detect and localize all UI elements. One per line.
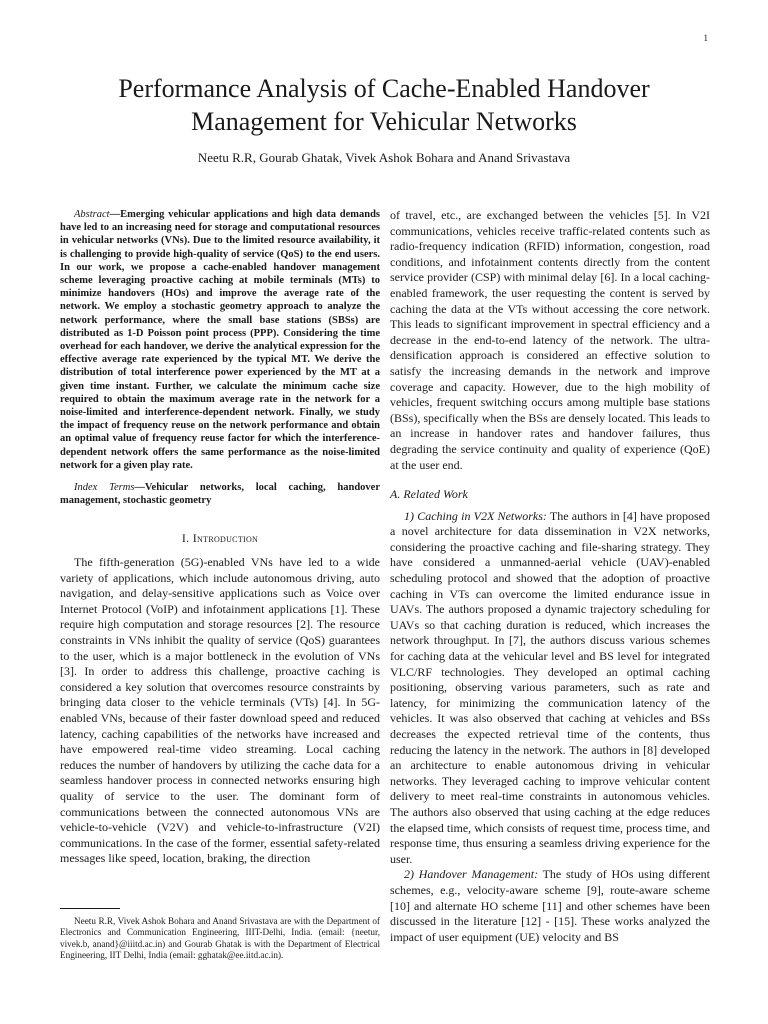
title-line-2: Management for Vehicular Networks (191, 107, 577, 136)
affiliation-footnote: Neetu R.R, Vivek Ashok Bohara and Anand Srivastava are with the Department of Electronics and Communication Engineering, IIIT-Delhi, India. (email: {neetur, vivek.b, anand}@iiitd.ac.in) and Gourab Ghatak is with the Department of Electrical Engineering, IIT Delhi, India (email: gghatak@ee.iitd.ac.in). (60, 916, 380, 960)
paper-title (40, 72, 728, 138)
abstract (60, 208, 380, 472)
intro-heading: I. Introduction (181, 531, 259, 546)
right-column (390, 208, 710, 945)
title-line-1: Performance Analysis of Cache-Enabled Handover (118, 74, 650, 103)
left-column (60, 208, 380, 867)
index-terms-lead: Index Terms (74, 482, 135, 494)
footnote-rule (60, 908, 120, 909)
caching-heading: 1) Caching in V2X Networks: (404, 508, 547, 523)
page-number: 1 (703, 33, 708, 43)
caching-text: The authors in [4] have proposed a novel architecture for data dissemination in V2X networks, considering the proactive caching and file-sharing strategy. They have considered a unmanned-aerial vehicle (UAV)-enabled scheduling protocol and showed that the adoption of proactive caching in VTs can overcome the limited endurance issue in UAVs. The authors proposed a dynamic trajectory scheduling for UAVs so that caching duration is reduced, which increases the network throughput. In [7], the authors discuss various schemes for caching data at the vehicular level and BS level for integrated VLC/RF technologies. They developed an optimal caching positioning, observing various parameters, such as rate and latency, for minimizing the communication latency of the vehicles. It was also observed that caching at vehicles and BSs decreases the expected retrieval time of the contents, thus reducing the latency in the network. The authors in [8] developed an architecture to enable autonomous driving in vehicular networks. They leveraged caching to improve vehicular content delivery to meet real-time constraints in autonomous vehicles. The authors also observed that using caching at the edge reduces the elapsed time, which consists of request time, process time, and response time, thus ensuring a seamless driving experience for the user. (390, 508, 710, 866)
related-work-heading: A. Related Work (390, 487, 468, 502)
intro-paragraph: The fifth-generation (5G)-enabled VNs have led to a wide variety of applications, which include autonomous driving, auto navigation, and delay-sensitive applications such as Voice over Internet Protocol (VoIP) and infotainment applications [1]. These require high computation and storage resources [2]. The resource constraints in VNs inhibit the quality of service (QoS) guarantees to the user, which is a major bottleneck in the evolution of VNs [3]. In order to address this challenge, proactive caching is considered a key solution that overcomes resource constraints by bringing data closer to the vehicle terminals (VTs) [4]. In 5G-enabled VNs, because of their faster download speed and reduced latency, caching capabilities of the networks have increased and have empowered real-time video streaming. Local caching reduces the number of handovers by utilizing the cache data for a seamless handover process in connected networks ensuring high quality of service to the user. The dominant form of communications between the connected autonomous VNs are vehicle-to-vehicle (V2V) and vehicle-to-infrastructure (V2I) communications. In the case of the former, essential safety-related messages like speed, location, braking, the direction (60, 555, 380, 866)
abstract-lead: Abstract (74, 209, 110, 220)
index-terms-text: —Vehicular networks, local caching, handover management, stochastic geometry (60, 482, 381, 507)
caching-paragraph (390, 509, 710, 868)
author-list: Neetu R.R, Gourab Ghatak, Vivek Ashok Bohara and Anand Srivastava (197, 150, 571, 165)
abstract-text: —Emerging vehicular applications and high data demands have led to an increasing need for storage and computational resources in vehicular networks (VNs). Due to the limited resource availability, it is challenging to provide high-quality of service (QoS) to the end users. In our work, we propose a cache-enabled handover management scheme leveraging proactive caching at mobile terminals (MTs) to minimize handovers (HOs) and improve the average rate of the network. We employ a stochastic geometry approach to analyze the network performance, where the small base stations (SBSs) are distributed as 1-D Poisson point process (PPP). Considering the time overhead for each handover, we derive the analytical expression for the effective average rate experienced by the typical MT. We derive the distribution of total interference power experienced by the MT at a given time instant. Further, we calculate the minimum cache size required to obtain the maximum average rate in the network for a noise-limited and interference-dependent network. Finally, we study the impact of frequency reuse on the network performance and obtain an optimal value of frequency reuse factor for which the interference-dependent network offers the same performance as the noise-limited network for a given play rate. (60, 209, 380, 471)
handover-paragraph (390, 867, 710, 945)
handover-heading: 2) Handover Management: (404, 867, 539, 882)
intro-continuation: of travel, etc., are exchanged between the vehicles [5]. In V2I communications, vehicles receive traffic-related contents such as radio-frequency indication (RFID) information, congestion, road conditions, and infotainment contents directly from the content service provider (CSP) with minimal delay [6]. In a local caching-enabled framework, the user requesting the content is served by caching the data at the VTs without accessing the core network. This leads to significant improvement in spectral efficiency and a decrease in the end-to-end latency of the network. The ultra-densification approach is considered an effective solution to satisfy the increasing demands in the network and improve coverage and capacity. However, due to the high mobility of vehicles, frequent switching occurs among multiple base stations (BSs), specifically when the BSs are densely located. This leads to an increase in handover rates and handover failures, thus degrading the service continuity and quality of experience (QoE) at the user end. (390, 208, 710, 472)
index-terms (60, 481, 380, 507)
handover-text: The study of HOs using different schemes, e.g., velocity-aware scheme [9], route-aware scheme [10] and alternate HO scheme [11] and other schemes have been discussed in the literature [12] - [15]. These works analyzed the impact of user equipment (UE) velocity and BS (390, 867, 710, 944)
